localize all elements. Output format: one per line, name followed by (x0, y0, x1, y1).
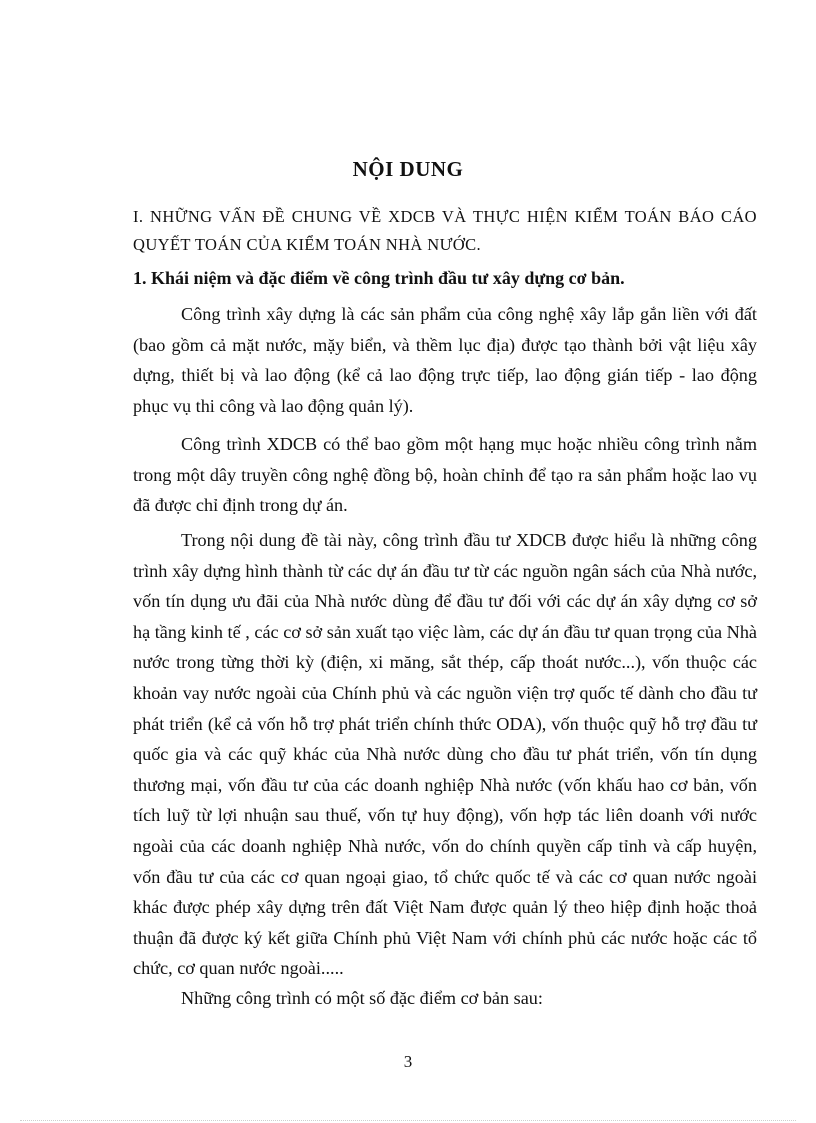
paragraph-4 (133, 983, 757, 1014)
page-bottom-divider (20, 1120, 796, 1121)
sub-heading: 1. Khái niệm và đặc điểm về công trình đầu tư xây dựng cơ bản. (133, 268, 625, 288)
paragraph-4-text: Những công trình có một số đặc điểm cơ bản sau: (181, 988, 543, 1008)
paragraph-3 (133, 525, 757, 984)
paragraph-3-text: Trong nội dung đề tài này, công trình đầu tư XDCB được hiểu là những công trình xây dựng hình thành từ các dự án đầu tư từ các nguồn ngân sách của Nhà nước, vốn tín dụng ưu đãi của Nhà nước dùng để đầu tư đối với các dự án xây dựng cơ sở hạ tầng kinh tế , các cơ sở sản xuất tạo việc làm, các dự án đầu tư quan trọng của Nhà nước trong từng thời kỳ (điện, xi măng, sắt thép, cấp thoát nước...), vốn thuộc các khoản vay nước ngoài của Chính phủ và các nguồn viện trợ quốc tế dành cho đầu tư phát triển (kể cả vốn hỗ trợ phát triển chính thức ODA), vốn thuộc quỹ hỗ trợ đầu tư quốc gia và các quỹ khác của Nhà nước dùng cho đầu tư phát triển, vốn tín dụng thương mại, vốn đầu tư của các doanh nghiệp Nhà nước (vốn khấu hao cơ bản, vốn tích luỹ từ lợi nhuận sau thuế, vốn tự huy động), vốn hợp tác liên doanh với nước ngoài của các doanh nghiệp Nhà nước, vốn do chính quyền cấp tỉnh và cấp huyện, vốn đầu tư của các cơ quan ngoại giao, tổ chức quốc tế và các cơ quan nước ngoài khác được phép xây dựng trên đất Việt Nam được quản lý theo hiệp định hoặc thoả thuận đã được ký kết giữa Chính phủ Việt Nam với chính phủ các nước hoặc các tổ chức, cơ quan nước ngoài..... (133, 530, 757, 979)
page-title: NỘI DUNG (352, 157, 464, 181)
paragraph-1 (133, 299, 757, 421)
page-number: 3 (403, 1052, 413, 1071)
paragraph-1-text: Công trình xây dựng là các sản phẩm của công nghệ xây lắp gắn liền với đất (bao gồm cả mặt nước, mặy biển, và thềm lục địa) được tạo thành bởi vật liệu xây dựng, thiết bị và lao động (kể cả lao động trực tiếp, lao động gián tiếp - lao động phục vụ thi công và lao động quản lý). (133, 304, 757, 416)
paragraph-2 (133, 429, 757, 521)
paragraph-2-text: Công trình XDCB có thể bao gồm một hạng mục hoặc nhiều công trình nằm trong một dây truyền công nghệ đồng bộ, hoàn chỉnh để tạo ra sản phẩm hoặc lao vụ đã được chỉ định trong dự án. (133, 434, 757, 516)
section-heading: I. NHỮNG VẤN ĐỀ CHUNG VỀ XDCB VÀ THỰC HIỆN KIỂM TOÁN BÁO CÁO QUYẾT TOÁN CỦA KIỂM TOÁN NHÀ NƯỚC. (133, 207, 757, 254)
